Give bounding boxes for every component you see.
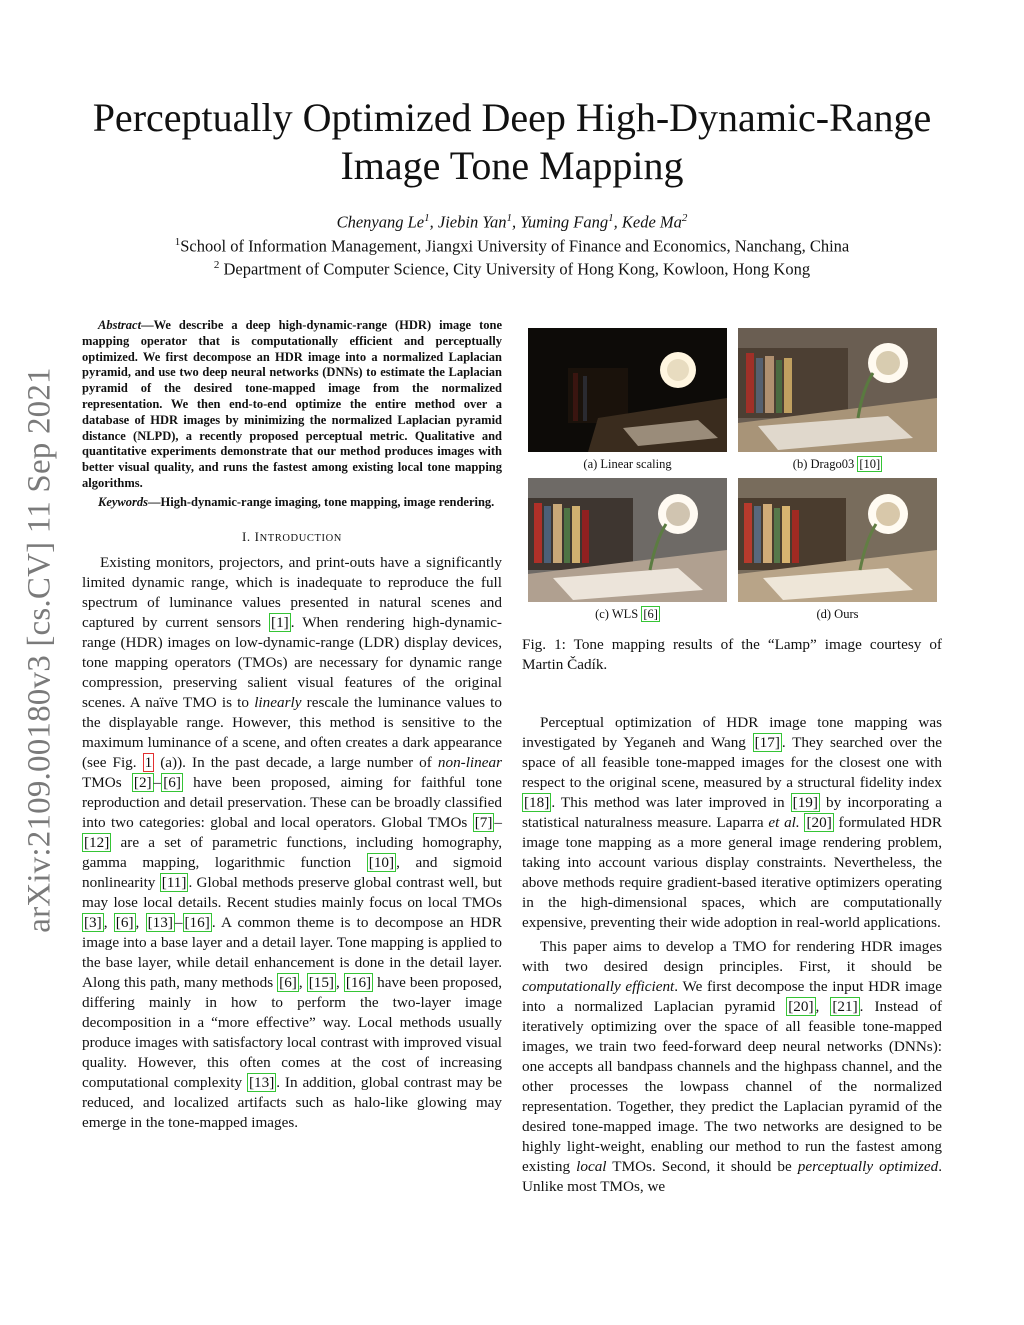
citation-link[interactable]: [20] [806, 814, 832, 831]
arxiv-identifier-text: arXiv:2109.00180v3 [cs.CV] 11 Sep 2021 [21, 367, 58, 933]
affiliation-sup: 1 [174, 236, 181, 248]
figure-1 [528, 328, 942, 623]
lamp-image-wls [528, 478, 727, 602]
affiliation-text: Department of Computer Science, City University of Hong Kong, Kowloon, Hong Kong [223, 259, 811, 279]
keywords [82, 495, 502, 511]
section-number: I. [241, 528, 251, 544]
abstract [82, 318, 502, 492]
author-list: Chenyang Le$^1$, Jiebin Yan$^1$, Yuming Fang$^1$, Kede Ma$^2$ [336, 212, 688, 232]
citation-link[interactable]: [2] [133, 773, 152, 791]
citation-link[interactable]: [15] [308, 973, 334, 991]
keywords-text: —High-dynamic-range imaging, tone mapping, image rendering. [148, 494, 495, 509]
arxiv-identifier [18, 350, 62, 950]
intro-paragraph: Existing monitors, projectors, and print-outs have a significantly limited dynamic range, which is inadequate to reproduce the full spectrum of luminance values presented in natural scenes and captured by current sensors [1] . When rendering high-dynamic-range (HDR) images on low-dynamic-range (LDR) display devices, tone mapping operators (TMOs) are necessary for dynamic range compression, preserving salient visual features of the original scenes. A naïve TMO is to linearly rescale the luminance values to the displayable range. However, this method is sensitive to the maximum luminance of a scene, and often creates a dark appearance (see Fig. 1 (a)). In the past decade, a large number of non-linear TMOs [2] – [6] have been proposed, aiming for faithful tone reproduction and detail preservation. These can be broadly classified into two categories: global and local operators. Global TMOs [7] –[12] are a set of parametric functions, including homography, gamma mapping, logarithmic function [10] , and sigmoid nonlinearity [11] . Global methods preserve global contrast well, but may lose local details. Recent studies mainly focus on local TMOs [3] , [6] , [13] – [16] . A common theme is to decompose an HDR image into a base layer and a detail layer. Tone mapping is applied to the base layer, while detail enhancement is done in the detail layer. Along this path, many methods [6] , [15] , [16] have been proposed, differing mainly in how to perform the two-layer image decomposition in a “more effective” way. Local methods usually produce images with satisfactory local contrast with improved visual quality. However, this often comes at the cost of increasing computational complexity [13] . In addition, global contrast may be reduced, and localized artifacts such as halo-like glowing may emerge in the tone-mapped images. [82, 553, 503, 1131]
abstract-label: Abstract [98, 318, 142, 332]
author-name: Kede Ma [621, 212, 682, 232]
lamp-image-drago03 [738, 328, 937, 452]
citation-link[interactable]: [21] [832, 998, 858, 1015]
citation-link[interactable]: [11] [161, 873, 187, 891]
section-title-rest: NTRODUCTION [259, 532, 342, 544]
lamp-image-ours [738, 478, 937, 602]
citation-link[interactable]: [16] [184, 913, 210, 931]
citation-link[interactable]: [17] [754, 734, 780, 751]
citation-link[interactable]: [12] [84, 833, 110, 851]
subcaption: (d) Ours [816, 607, 859, 621]
citation-link[interactable]: [10] [368, 853, 395, 871]
figure-panel-b [738, 328, 937, 473]
author-name: Chenyang Le [336, 212, 425, 232]
citation-link[interactable]: [10] [859, 457, 881, 471]
subcaption: (c) WLS [6] [595, 607, 658, 621]
figure-panel-a [528, 328, 727, 473]
subcaption: (b) Drago03 [10] [792, 457, 881, 471]
citation-link[interactable]: [6] [643, 607, 658, 621]
author-sup: 1 [424, 212, 430, 224]
section-title-initial: I [254, 528, 260, 544]
title-line-1: Perceptually Optimized Deep High-Dynamic-Range [92, 95, 932, 140]
author-name: Yuming Fang [520, 212, 609, 232]
section-heading [82, 529, 502, 545]
right-column [522, 328, 942, 1197]
figure-panel-d [738, 478, 937, 623]
paper-title [60, 94, 964, 190]
affiliation-sup: 2 [213, 259, 220, 271]
citation-link[interactable]: [16] [345, 973, 372, 991]
citation-link[interactable]: [1] [271, 613, 289, 631]
citation-link[interactable]: [20] [788, 998, 814, 1015]
figure-panel-c [528, 478, 727, 623]
citation-link[interactable]: [3] [84, 913, 102, 931]
figure-link[interactable]: 1 [144, 753, 153, 771]
affiliation-2 [60, 259, 964, 280]
citation-link[interactable]: [6] [115, 913, 134, 931]
subcaption: (a) Linear scaling [583, 457, 672, 471]
author-sup: 2 [681, 212, 688, 224]
citation-link[interactable]: [13] [147, 913, 173, 931]
figure-caption: Fig. 1: Tone mapping results of the “Lamp” image courtesy of Martin Čadík. [522, 636, 942, 673]
citation-link[interactable]: [13] [248, 1073, 275, 1091]
keywords-label: Keywords [98, 494, 148, 509]
author-sup: 1 [506, 212, 512, 224]
abstract-text: —We describe a deep high-dynamic-range (HDR) image tone mapping operator that is computationally efficient and perceptually optimized. We first decompose an HDR image into a normalized Laplacian pyramid, and use two deep neural networks (DNNs) to estimate the Laplacian pyramid of the desired tone-mapped image from the normalized representation. We then end-to-end optimize the entire method over a database of HDR images by minimizing the normalized Laplacian pyramid distance (NLPD), a recently proposed perceptual metric. Qualitative and quantitative experiments demonstrate that our method produces images with better visual quality, and runs the fastest among existing local tone mapping algorithms. [82, 318, 502, 490]
left-column [82, 318, 502, 1133]
citation-link[interactable]: [7] [474, 813, 493, 831]
author-name: Jiebin Yan [437, 212, 507, 232]
citation-link[interactable]: [6] [279, 973, 297, 991]
citation-link[interactable]: [18] [524, 794, 550, 811]
body-paragraph: Perceptual optimization of HDR image tone mapping was investigated by Yeganeh and Wang [17] . They searched over the space of all feasible tone-mapped images for the closest one with respect to the original scene, measured by a structural fidelity index [18] . This method was later improved in [19] by incorporating a statistical naturalness measure. Laparra et al. [20] formulated HDR image tone mapping as a more general image rendering problem, taking into account various display constraints. Nevertheless, the above methods require gradient-based iterative optimizers operating in the high-dimensional spaces, which are computationally expensive, preventing their wide adoption in real-world applications. [522, 714, 943, 931]
citation-link[interactable]: [6] [163, 773, 181, 791]
title-line-2: Image Tone Mapping [340, 143, 684, 188]
lamp-image-linear [528, 328, 727, 452]
citation-link[interactable]: [19] [792, 794, 818, 811]
affiliation-1 [60, 236, 964, 257]
author-sup: 1 [608, 212, 614, 224]
affiliation-text: School of Information Management, Jiangxi University of Finance and Economics, Nanchang, China [180, 236, 850, 256]
body-paragraph: This paper aims to develop a TMO for rendering HDR images with two desired design principles. First, it should be computationally efficient. We first decompose the input HDR image into a normalized Laplacian pyramid [20] , [21] . Instead of iteratively optimizing over the space of all feasible tone-mapped images, we train two feed-forward deep neural networks (DNNs): one accepts all bandpass channels and the highpass channel, and the other processes the lowpass channel of the normalized representation. Together, they predict the Laplacian pyramid of the desired tone-mapped image. The two networks are designed to be highly light-weight, enabling our method to run the fastest among existing local TMOs. Second, it should be perceptually optimized. Unlike most TMOs, we [522, 938, 943, 1195]
